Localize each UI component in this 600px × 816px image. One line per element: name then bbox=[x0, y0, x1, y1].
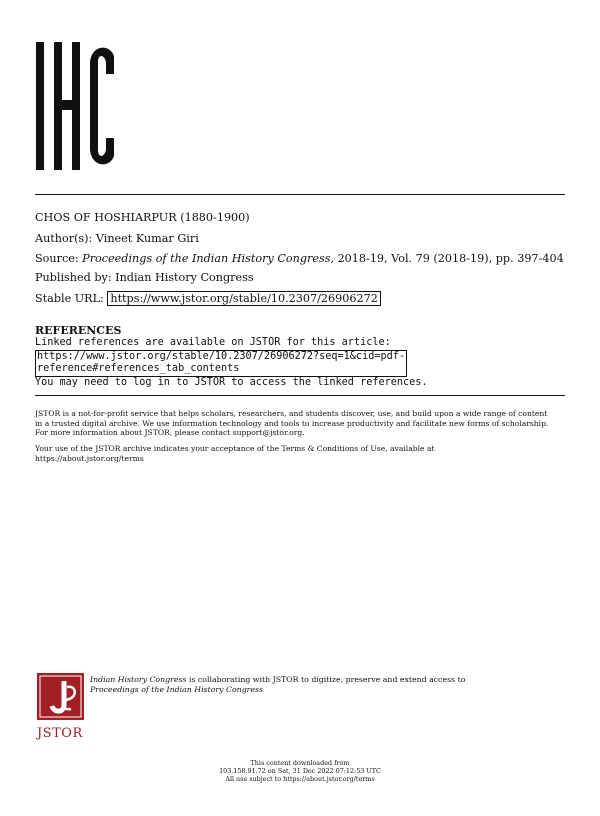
source-line: Source: Proceedings of the Indian History Congress, 2018-19, Vol. 79 (2018-19), pp. 397-404 bbox=[35, 252, 564, 265]
references-availability: Linked references are available on JSTOR for this article: bbox=[35, 337, 391, 348]
stable-url-link[interactable]: https://www.jstor.org/stable/10.2307/26906272 bbox=[107, 291, 381, 306]
terms-notice: Your use of the JSTOR archive indicates your acceptance of the Terms & Conditions of Use, available at https://about.jstor.org/terms bbox=[35, 444, 555, 463]
references-login-note: You may need to log in to JSTOR to access the linked references. bbox=[35, 376, 428, 388]
publisher-line: Published by: Indian History Congress bbox=[35, 271, 254, 284]
references-block bbox=[35, 337, 555, 389]
download-footer: This content downloaded from 103.158.91.72 on Sat, 31 Dec 2022 07:12:53 UTC All use subject to https://about.jstor.org/terms bbox=[219, 759, 381, 783]
collaboration-statement: Indian History Congress is collaborating with JSTOR to digitize, preserve and extend access to Proceedings of the Indian History Congress bbox=[90, 675, 466, 694]
middle-divider bbox=[35, 395, 565, 396]
references-link[interactable]: https://www.jstor.org/stable/10.2307/26906272?seq=1&cid=pdf- reference#references_tab_contents bbox=[35, 350, 407, 377]
jstor-logo-icon bbox=[37, 673, 84, 720]
terms-link[interactable]: https://about.jstor.org/terms bbox=[35, 453, 144, 463]
jstor-wordmark: JSTOR bbox=[37, 726, 83, 741]
author-line: Author(s): Vineet Kumar Giri bbox=[35, 232, 199, 245]
top-divider bbox=[35, 194, 565, 195]
ihc-logo bbox=[36, 42, 116, 170]
references-heading: REFERENCES bbox=[35, 324, 122, 337]
jstor-notice: JSTOR is a not-for-profit service that helps scholars, researchers, and students discover, use, and build upon a wide range of content in a trusted digital archive. We use information technology and tools to increase productivity and facilitate new forms of scholarship. For more information about JSTOR, please contact support@jstor.org. bbox=[35, 409, 549, 437]
article-title: CHOS OF HOSHIARPUR (1880-1900) bbox=[35, 211, 250, 224]
stable-url-line: Stable URL: https://www.jstor.org/stable/10.2307/26906272 bbox=[35, 291, 381, 307]
